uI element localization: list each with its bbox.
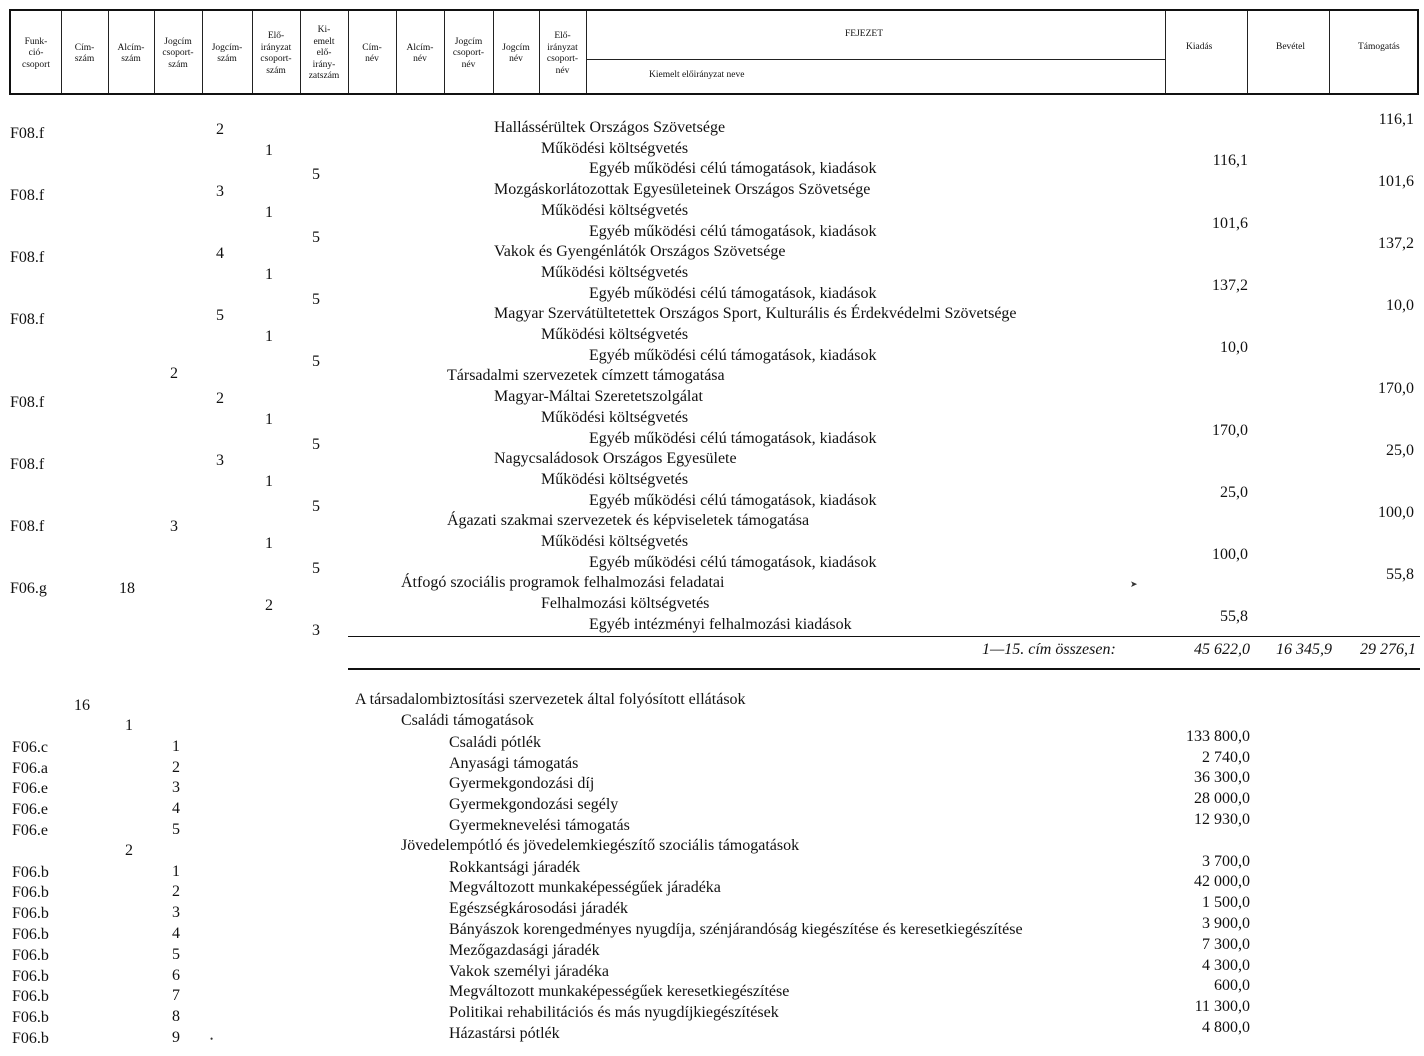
row-name: Mozgáskorlátozottak Egyesületeinek Országos Szövetsége <box>494 181 871 198</box>
item-name: Vakok személyi járadéka <box>449 963 609 980</box>
header-column-divider <box>586 11 587 93</box>
row-kiemelt: 5 <box>312 291 320 308</box>
header-cell: Alcím- szám <box>117 42 145 64</box>
item-name: Anyasági támogatás <box>449 755 579 772</box>
row-eloiranyzat-csoport: 1 <box>265 204 273 221</box>
row-tamogatas: 10,0 <box>1386 297 1414 314</box>
item-jogcimcsoport: 4 <box>172 925 180 942</box>
row-jogcim: 5 <box>216 307 224 324</box>
item-jogcimcsoport: 2 <box>172 759 180 776</box>
row-name: Működési költségvetés <box>541 533 689 550</box>
item-jogcimcsoport: 5 <box>172 946 180 963</box>
item-name: Családi pótlék <box>449 734 541 751</box>
row-kiadas: 100,0 <box>1212 546 1248 563</box>
item-jogcimcsoport: 2 <box>172 883 180 900</box>
section2-cim-number: 16 <box>74 697 90 714</box>
header-cell: Cím- név <box>362 42 382 64</box>
item-name: Egészségkárosodási járadék <box>449 900 629 917</box>
header-column-divider <box>1247 11 1248 93</box>
row-tamogatas: 55,8 <box>1386 566 1414 583</box>
total-bottom-rule <box>348 668 1420 670</box>
table-header <box>9 9 1419 95</box>
item-funkcio: F06.b <box>12 968 49 985</box>
row-eloiranyzat-csoport: 2 <box>265 597 273 614</box>
item-jogcimcsoport: 1 <box>172 863 180 880</box>
row-jogcim: 3 <box>216 183 224 200</box>
row-tamogatas: 137,2 <box>1378 235 1414 252</box>
row-name: Egyéb működési célú támogatások, kiadások <box>589 492 877 509</box>
total-tamogatas: 29 276,1 <box>1360 641 1416 658</box>
item-name: Gyermeknevelési támogatás <box>449 817 630 834</box>
item-kiadas: 42 000,0 <box>1194 873 1250 890</box>
item-name: Bányászok korengedményes nyugdíja, szénjárandóság kiegészítése és keresetkiegészítése <box>449 921 1023 938</box>
group-alcim: 2 <box>125 842 133 859</box>
item-kiadas: 600,0 <box>1214 977 1250 994</box>
group-name: Családi támogatások <box>401 712 534 729</box>
row-name: Társadalmi szervezetek címzett támogatása <box>447 367 725 384</box>
row-name: Ágazati szakmai szervezetek és képviseletek támogatása <box>447 512 810 529</box>
row-kiemelt: 3 <box>312 622 320 639</box>
row-name: Működési költségvetés <box>541 202 689 219</box>
row-name: Működési költségvetés <box>541 326 689 343</box>
item-funkcio: F06.b <box>12 926 49 943</box>
total-bevetel: 16 345,9 <box>1276 641 1332 658</box>
total-label: 1—15. cím összesen: <box>982 641 1116 658</box>
header-cell: Cím- szám <box>74 42 95 64</box>
item-name: Gyermekgondozási díj <box>449 775 595 792</box>
item-funkcio: F06.c <box>12 739 48 756</box>
item-kiadas: 28 000,0 <box>1194 790 1250 807</box>
item-name: Házastársi pótlék <box>449 1025 560 1042</box>
row-name: Felhalmozási költségvetés <box>541 595 710 612</box>
item-jogcimcsoport: 4 <box>172 800 180 817</box>
row-funkcio: F08.f <box>10 311 45 328</box>
row-kiadas: 170,0 <box>1212 422 1248 439</box>
row-funkcio: F08.f <box>10 518 45 535</box>
header-cell: Ki- emelt elő- irány- zatszám <box>308 25 340 82</box>
row-funkcio: F08.f <box>10 125 45 142</box>
row-eloiranyzat-csoport: 1 <box>265 473 273 490</box>
item-funkcio: F06.b <box>12 988 49 1005</box>
item-funkcio: F06.b <box>12 905 49 922</box>
item-funkcio: F06.b <box>12 1009 49 1026</box>
group-alcim: 1 <box>125 717 133 734</box>
header-kiadas: Kiadás <box>1186 42 1213 52</box>
row-kiadas: 55,8 <box>1220 608 1248 625</box>
row-name: Működési költségvetés <box>541 409 689 426</box>
item-jogcimcsoport: 9 <box>172 1029 180 1046</box>
item-kiadas: 1 500,0 <box>1202 894 1250 911</box>
section2-title: A társadalombiztosítási szervezetek által folyósított ellátások <box>355 691 746 708</box>
row-tamogatas: 170,0 <box>1378 380 1414 397</box>
row-eloiranyzat-csoport: 1 <box>265 535 273 552</box>
fejezet-divider <box>586 59 1165 60</box>
item-funkcio: F06.e <box>12 801 48 818</box>
row-name: Egyéb működési célú támogatások, kiadások <box>589 223 877 240</box>
row-funkcio: F06.g <box>10 580 47 597</box>
row-name: Egyéb működési célú támogatások, kiadások <box>589 554 877 571</box>
item-name: Rokkantsági járadék <box>449 859 581 876</box>
item-name: Megváltozott munkaképességűek keresetkiegészítése <box>449 983 790 1000</box>
item-funkcio: F06.a <box>12 760 48 777</box>
header-cell: Elő- irányzat csoport- név <box>546 31 579 76</box>
header-column-divider <box>1165 11 1166 93</box>
row-jogcimcsoport: 2 <box>170 365 178 382</box>
row-kiemelt: 5 <box>312 560 320 577</box>
item-name: Gyermekgondozási segély <box>449 796 619 813</box>
row-funkcio: F08.f <box>10 187 45 204</box>
item-funkcio: F06.b <box>12 864 49 881</box>
row-name: Magyar-Máltai Szeretetszolgálat <box>494 388 703 405</box>
group-name: Jövedelempótló és jövedelemkiegészítő szociális támogatások <box>401 837 800 854</box>
row-name: Egyéb működési célú támogatások, kiadások <box>589 285 877 302</box>
row-jogcim: 4 <box>216 245 224 262</box>
row-kiemelt: 5 <box>312 229 320 246</box>
item-jogcimcsoport: 7 <box>172 987 180 1004</box>
row-tamogatas: 25,0 <box>1386 442 1414 459</box>
row-funkcio: F08.f <box>10 394 45 411</box>
row-name: Működési költségvetés <box>541 140 689 157</box>
row-funkcio: F08.f <box>10 249 45 266</box>
item-kiadas: 133 800,0 <box>1186 728 1250 745</box>
header-fejezet: FEJEZET <box>845 29 883 39</box>
item-kiadas: 11 300,0 <box>1194 998 1250 1015</box>
header-cell: Elő- irányzat csoport- szám <box>260 31 292 76</box>
row-funkcio: F08.f <box>10 456 45 473</box>
item-jogcimcsoport: 6 <box>172 967 180 984</box>
item-jogcimcsoport: 3 <box>172 779 180 796</box>
header-kiemelt-eloiranyzat: Kiemelt előirányzat neve <box>649 70 745 80</box>
item-kiadas: 3 900,0 <box>1202 915 1250 932</box>
item-funkcio: F06.e <box>12 780 48 797</box>
row-name: Egyéb intézményi felhalmozási kiadások <box>589 616 852 633</box>
item-funkcio: F06.b <box>12 1030 49 1047</box>
item-name: Megváltozott munkaképességűek járadéka <box>449 879 721 896</box>
item-kiadas: 7 300,0 <box>1202 936 1250 953</box>
item-funkcio: F06.b <box>12 884 49 901</box>
item-kiadas: 3 700,0 <box>1202 853 1250 870</box>
row-name: Átfogó szociális programok felhalmozási feladatai <box>401 574 725 591</box>
item-kiadas: 4 300,0 <box>1202 957 1250 974</box>
row-eloiranyzat-csoport: 1 <box>265 266 273 283</box>
row-kiadas: 116,1 <box>1212 152 1248 169</box>
row-name: Hallássérültek Országos Szövetsége <box>494 119 726 136</box>
header-cell: Jogcím név <box>502 42 530 64</box>
item-kiadas: 4 800,0 <box>1202 1019 1250 1036</box>
scan-mark: ➤ <box>1130 579 1138 589</box>
row-alcim: 18 <box>119 580 135 597</box>
row-name: Működési költségvetés <box>541 264 689 281</box>
item-kiadas: 2 740,0 <box>1202 749 1250 766</box>
total-top-rule <box>348 636 1420 637</box>
row-tamogatas: 101,6 <box>1378 173 1414 190</box>
row-name: Egyéb működési célú támogatások, kiadások <box>589 430 877 447</box>
row-jogcimcsoport: 3 <box>170 518 178 535</box>
row-kiadas: 10,0 <box>1220 339 1248 356</box>
header-cell: Jogcím- szám <box>211 42 243 64</box>
row-tamogatas: 116,1 <box>1378 111 1414 128</box>
header-cell: Alcím- név <box>406 42 434 64</box>
item-jogcimcsoport: 8 <box>172 1008 180 1025</box>
row-kiemelt: 5 <box>312 498 320 515</box>
row-kiadas: 137,2 <box>1212 277 1248 294</box>
row-name: Magyar Szervátültetettek Országos Sport, Kulturális és Érdekvédelmi Szövetsége <box>494 305 1017 322</box>
item-name: Mezőgazdasági járadék <box>449 942 600 959</box>
header-cell: Jogcím csoport- szám <box>162 36 194 70</box>
row-kiadas: 101,6 <box>1212 215 1248 232</box>
header-bevetel: Bevétel <box>1276 42 1306 52</box>
row-eloiranyzat-csoport: 1 <box>265 328 273 345</box>
row-name: Egyéb működési célú támogatások, kiadások <box>589 347 877 364</box>
item-name: Politikai rehabilitációs és más nyugdíjkiegészítések <box>449 1004 779 1021</box>
header-column-divider <box>1329 11 1330 93</box>
header-cell: Funk- ció- csoport <box>22 36 50 70</box>
item-funkcio: F06.b <box>12 947 49 964</box>
scan-mark: • <box>210 1034 214 1044</box>
row-kiemelt: 5 <box>312 353 320 370</box>
row-name: Egyéb működési célú támogatások, kiadások <box>589 160 877 177</box>
row-tamogatas: 100,0 <box>1378 504 1414 521</box>
row-name: Nagycsaládosok Országos Egyesülete <box>494 450 737 467</box>
row-jogcim: 2 <box>216 390 224 407</box>
item-jogcimcsoport: 1 <box>172 738 180 755</box>
header-cell: Jogcím csoport- név <box>452 36 485 70</box>
row-eloiranyzat-csoport: 1 <box>265 142 273 159</box>
total-kiadas: 45 622,0 <box>1194 641 1250 658</box>
row-kiemelt: 5 <box>312 436 320 453</box>
item-funkcio: F06.e <box>12 822 48 839</box>
row-name: Működési költségvetés <box>541 471 689 488</box>
item-jogcimcsoport: 5 <box>172 821 180 838</box>
row-eloiranyzat-csoport: 1 <box>265 411 273 428</box>
item-kiadas: 36 300,0 <box>1194 769 1250 786</box>
row-kiemelt: 5 <box>312 166 320 183</box>
row-name: Vakok és Gyengénlátók Országos Szövetsége <box>494 243 786 260</box>
row-jogcim: 2 <box>216 121 224 138</box>
row-kiadas: 25,0 <box>1220 484 1248 501</box>
row-jogcim: 3 <box>216 452 224 469</box>
item-jogcimcsoport: 3 <box>172 904 180 921</box>
header-tamogatas: Támogatás <box>1358 42 1400 52</box>
item-kiadas: 12 930,0 <box>1194 811 1250 828</box>
